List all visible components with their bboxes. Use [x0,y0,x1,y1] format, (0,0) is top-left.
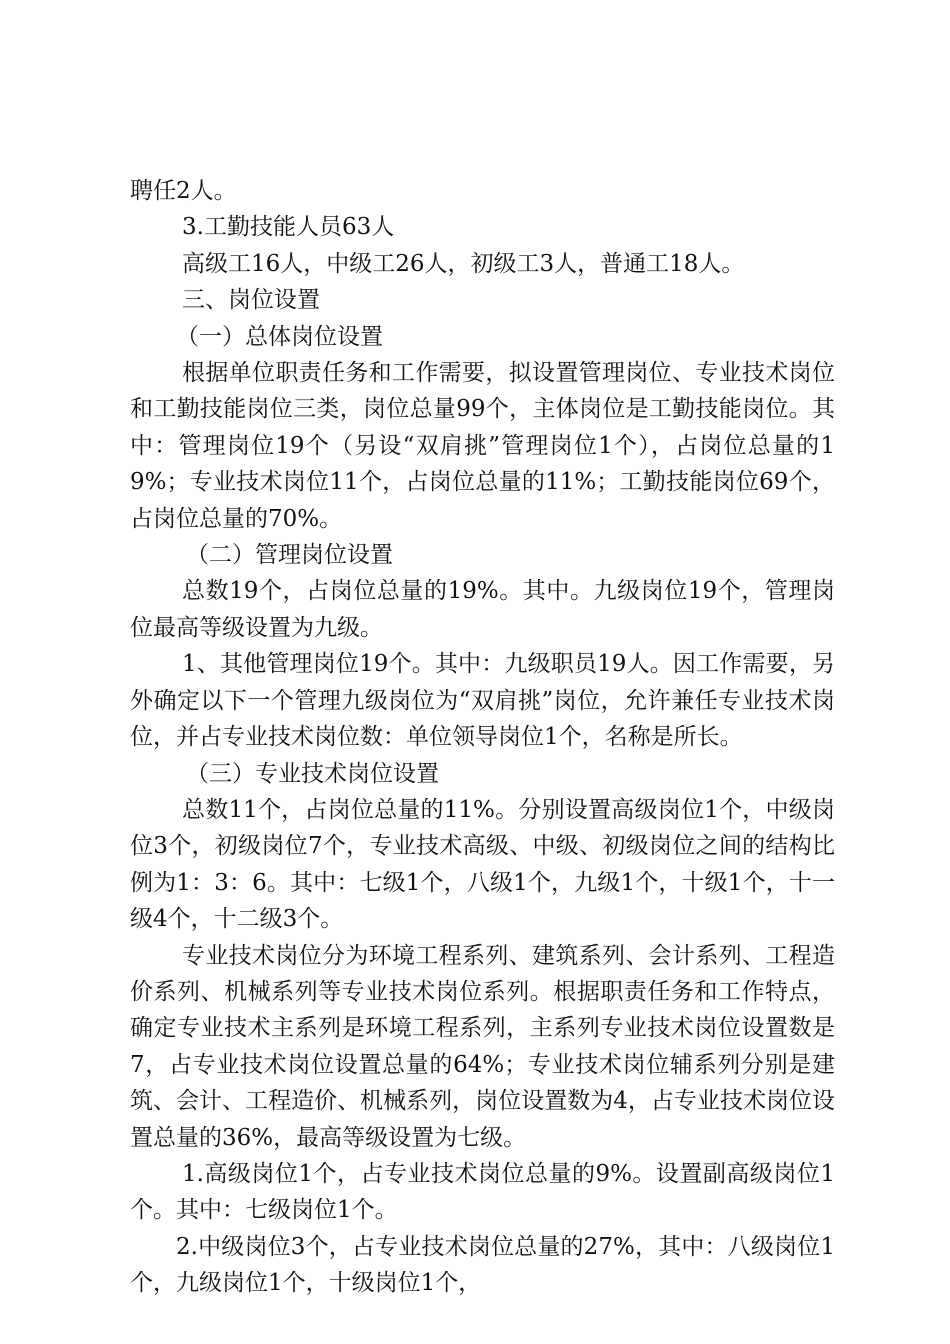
paragraph-item-workers: 3.工勤技能人员63人 [182,214,395,241]
subsection-heading-overall: （一）总体岗位设置 [176,323,383,350]
paragraph-management-total: 总数19个，占岗位总量的19%。其中。九级岗位19个，管理岗位最高等级设置为九级。 [130,578,835,641]
subsection-heading-technical: （三）专业技术岗位设置 [186,760,439,787]
section-heading-post-setup: 三、岗位设置 [182,287,320,314]
subsection-heading-management: （二）管理岗位设置 [186,542,393,569]
paragraph-overall-posts: 根据单位职责任务和工作需要，拟设置管理岗位、专业技术岗位和工勤技能岗位三类，岗位总量99个，主体岗位是工勤技能岗位。其中：管理岗位19个（另设“双肩挑”管理岗位1个），占岗位总量的19%；专业技术岗位11个，占岗位总量的11%；工勤技能岗位69个，占岗位总量的70%。 [130,360,835,532]
document-body [130,173,835,1302]
paragraph-other-management: 1、其他管理岗位19个。其中：九级职员19人。因工作需要，另外确定以下一个管理九级岗位为“双肩挑”岗位，允许兼任专业技术岗位，并占专业技术岗位数：单位领导岗位1个，名称是所长。 [130,651,835,751]
paragraph-worker-levels: 高级工16人，中级工26人，初级工3人，普通工18人。 [182,250,745,277]
paragraph-continuation: 聘任2人。 [130,178,237,204]
paragraph-technical-series: 专业技术岗位分为环境工程系列、建筑系列、会计系列、工程造价系列、机械系列等专业技术岗位系列。根据职责任务和工作特点，确定专业技术主系列是环境工程系列，主系列专业技术岗位设置数是7，占专业技术岗位设置总量的64%；专业技术岗位辅系列分别是建筑、会计、工程造价、机械系列，岗位设置数为4，占专业技术岗位设置总量的36%，最高等级设置为七级。 [130,942,835,1151]
paragraph-technical-total: 总数11个，占岗位总量的11%。分别设置高级岗位1个，中级岗位3个，初级岗位7个，专业技术高级、中级、初级岗位之间的结构比例为1：3：6。其中：七级1个，八级1个，九级1个，十级1个，十一级4个，十二级3个。 [130,796,835,933]
paragraph-intermediate-posts: 2.中级岗位3个，占专业技术岗位总量的27%，其中：八级岗位1个，九级岗位1个，十级岗位1个， [130,1233,835,1297]
paragraph-senior-posts: 1.高级岗位1个，占专业技术岗位总量的9%。设置副高级岗位1个。其中：七级岗位1个。 [130,1160,835,1224]
